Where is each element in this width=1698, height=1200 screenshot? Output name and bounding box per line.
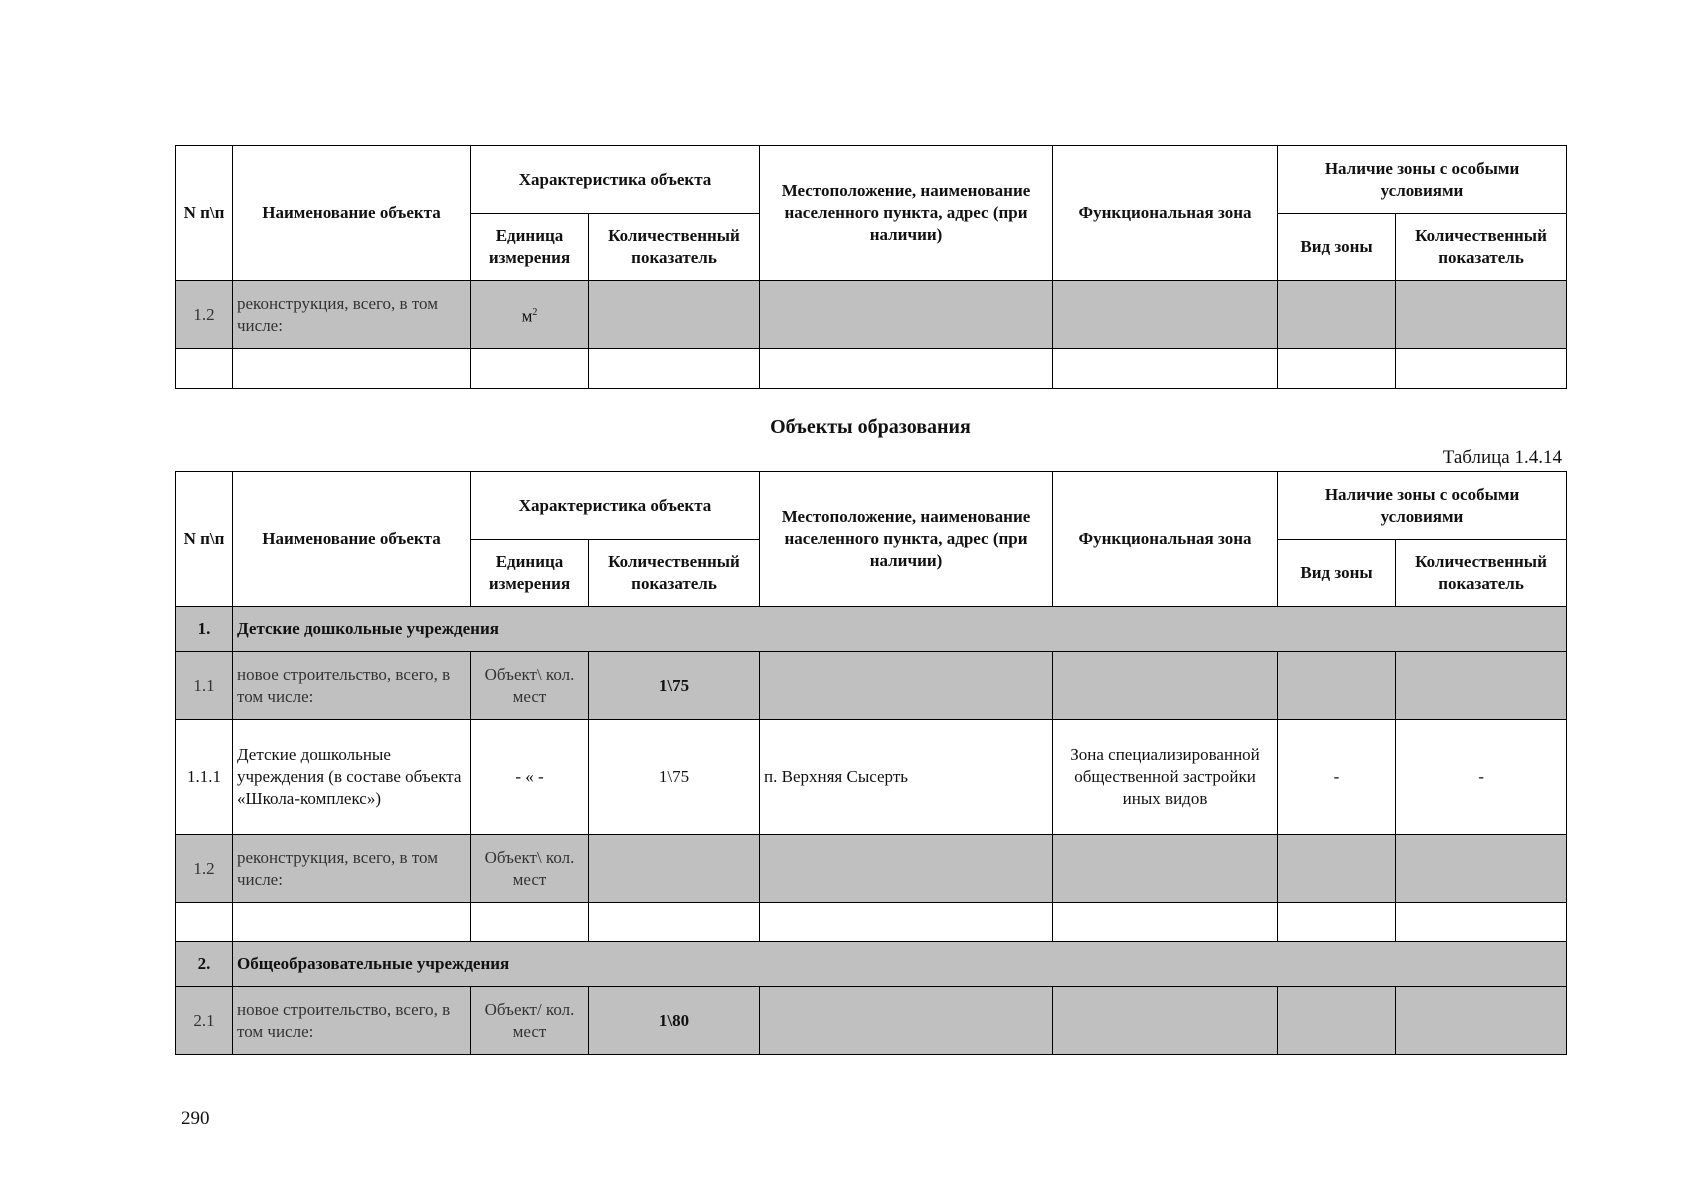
header-characteristics: Характеристика объекта [471,146,760,214]
group-row-general-education [176,942,1567,987]
row-special-qty [1396,281,1567,349]
row-zone: Зона специализированной общественной застройки иных видов [1053,720,1278,835]
table-row [176,835,1567,903]
header-special-qty: Количественный показатель [1396,214,1567,281]
header-name: Наименование объекта [233,472,471,607]
row-qty: 1\75 [589,652,760,720]
header-zone: Функциональная зона [1053,146,1278,281]
header-special-qty: Количественный показатель [1396,540,1567,607]
group-title: Детские дошкольные учреждения [233,607,1567,652]
header-characteristics: Характеристика объекта [471,472,760,540]
header-special-zone: Наличие зоны с особыми условиями [1278,472,1567,540]
row-num: 1.1.1 [176,720,233,835]
table-number: Таблица 1.4.14 [1442,447,1562,468]
header-location: Местоположение, наименование населенного пункта, адрес (при наличии) [760,146,1053,281]
row-num: 1.2 [176,835,233,903]
education-objects-table [175,471,1567,1055]
header-num: N п\п [176,472,233,607]
table-row-empty [176,349,1567,389]
row-name: реконструкция, всего, в том числе: [233,835,471,903]
header-name: Наименование объекта [233,146,471,281]
row-unit: - « - [471,720,589,835]
row-location: п. Верхняя Сысерть [760,720,1053,835]
row-qty: 1\75 [589,720,760,835]
row-name: новое строительство, всего, в том числе: [233,652,471,720]
header-special-type: Вид зоны [1278,540,1396,607]
row-num: 2.1 [176,987,233,1055]
row-unit: Объект\ кол. мест [471,835,589,903]
group-row-preschool [176,607,1567,652]
row-name: Детские дошкольные учреждения (в составе объекта «Школа-комплекс») [233,720,471,835]
header-zone: Функциональная зона [1053,472,1278,607]
row-special-qty: - [1396,720,1567,835]
row-name: реконструкция, всего, в том числе: [233,281,471,349]
row-qty [589,835,760,903]
row-num: 1.2 [176,281,233,349]
row-unit: Объект\ кол. мест [471,652,589,720]
row-special-type [1278,281,1396,349]
section-title: Объекты образования [770,416,971,438]
page-number: 290 [181,1108,210,1129]
header-qty: Количественный показатель [589,214,760,281]
table-row-empty [176,903,1567,942]
table-row [176,652,1567,720]
table-continuation [175,145,1567,389]
header-num: N п\п [176,146,233,281]
header-location: Местоположение, наименование населенного пункта, адрес (при наличии) [760,472,1053,607]
row-unit: $м^2$ [471,281,589,349]
header-qty: Количественный показатель [589,540,760,607]
group-num: 1. [176,607,233,652]
row-location [760,281,1053,349]
row-qty [589,281,760,349]
header-special-type: Вид зоны [1278,214,1396,281]
header-special-zone: Наличие зоны с особыми условиями [1278,146,1567,214]
header-unit: Единица измерения [471,214,589,281]
table-row [176,720,1567,835]
row-name: новое строительство, всего, в том числе: [233,987,471,1055]
row-num: 1.1 [176,652,233,720]
header-unit: Единица измерения [471,540,589,607]
table-row [176,281,1567,349]
group-title: Общеобразовательные учреждения [233,942,1567,987]
row-zone [1053,281,1278,349]
group-num: 2. [176,942,233,987]
row-qty: 1\80 [589,987,760,1055]
table-row [176,987,1567,1055]
row-unit: Объект/ кол. мест [471,987,589,1055]
row-special-type: - [1278,720,1396,835]
